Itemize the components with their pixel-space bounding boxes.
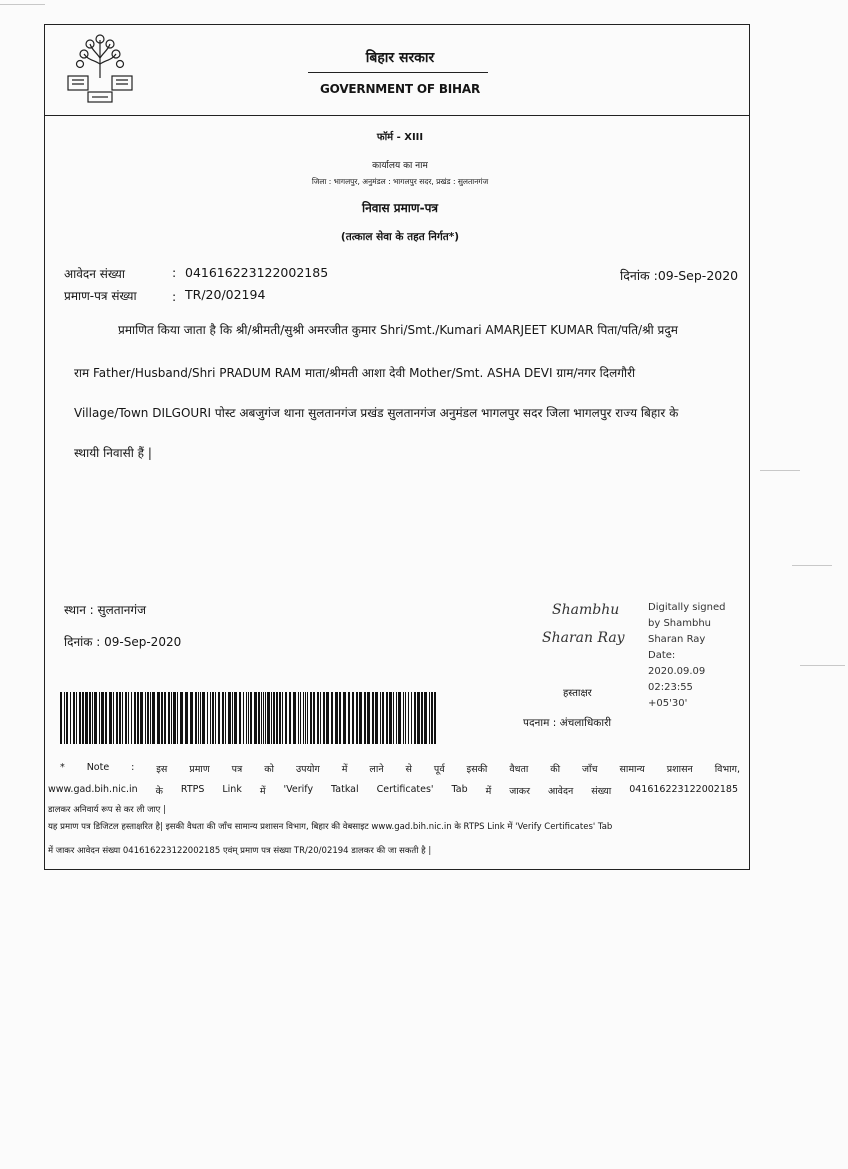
note-word: सामान्य (619, 764, 645, 775)
note-word: इस (156, 764, 168, 775)
header-rule (308, 72, 488, 73)
scan-artifact (0, 4, 45, 5)
note-word: Tatkal (331, 784, 359, 795)
note-word: Note (86, 762, 110, 773)
note-word: लाने (369, 764, 384, 775)
bihar-emblem-icon (66, 34, 134, 106)
note-row: डालकर अनिवार्य रूप से कर ली जाए | (48, 805, 166, 815)
application-number-separator: : (172, 265, 177, 280)
note-word: Tab (451, 784, 468, 795)
certificate-body-line: प्रमाणित किया जाता है कि श्री/श्रीमती/सुश्री अमरजीत कुमार Shri/Smt./Kumari AMARJEET KUMAR पिता/पति/श्री प्रदुम (118, 323, 678, 337)
note-word: में (259, 786, 266, 797)
certificate-body-line: स्थायी निवासी हैं | (74, 446, 152, 460)
certificate-number-label: प्रमाण-पत्र संख्या (64, 289, 137, 303)
application-number: 041616223122002185 (185, 265, 329, 280)
note-word: उपयोग (295, 764, 320, 775)
note-word: : (131, 762, 135, 773)
note-word: की (550, 764, 561, 775)
note-word: में (485, 786, 492, 797)
note-word: संख्या (591, 786, 612, 797)
certificate-body-line: Village/Town DILGOURI पोस्ट अबजुगंज थाना सुलतानगंज प्रखंड सुलतानगंज अनुमंडल भागलपुर सदर जिला भागलपुर राज्य बिहार के (74, 406, 679, 420)
note-row (60, 762, 740, 775)
note-word: Certificates' (376, 784, 434, 795)
government-name-hindi: बिहार सरकार (365, 50, 435, 66)
issue-date: दिनांक :09-Sep-2020 (620, 268, 739, 283)
place: स्थान : सुलतानगंज (64, 603, 147, 617)
note-word: प्रमाण (189, 764, 210, 775)
scan-artifact (800, 665, 845, 666)
certificate-body-line: राम Father/Husband/Shri PRADUM RAM माता/श्रीमती आशा देवी Mother/Smt. ASHA DEVI ग्राम/नगर दिलगौरी (74, 366, 636, 380)
note-word: 'Verify (283, 784, 314, 795)
note-word: विभाग, (714, 764, 740, 775)
note-word: प्रशासन (666, 764, 693, 775)
note-word: को (264, 764, 274, 775)
signature: Shambhu (552, 602, 620, 618)
note-row (48, 784, 738, 797)
note-word: से (405, 764, 412, 775)
footer-date: दिनांक : 09-Sep-2020 (64, 635, 182, 649)
government-name-english: GOVERNMENT OF BIHAR (320, 82, 480, 96)
tatkal-subtitle: (तत्काल सेवा के तहत निर्गत*) (340, 231, 460, 243)
note-word: इसकी (466, 764, 488, 775)
designation: पदनाम : अंचलाधिकारी (523, 717, 612, 729)
note-word: के (155, 786, 163, 797)
note-word: RTPS (180, 784, 205, 795)
office-name-label: कार्यालय का नाम (372, 161, 428, 171)
certificate-number: TR/20/02194 (185, 287, 266, 302)
signature-label: हस्ताक्षर (563, 688, 592, 699)
note-word: वैधता (509, 764, 529, 775)
note-word: www.gad.bih.nic.in (48, 784, 138, 795)
form-number: फॉर्म - XIII (376, 132, 424, 143)
note-row: यह प्रमाण पत्र डिजिटल हस्ताक्षरित है| इसकी वैधता की जाँच सामान्य प्रशासन विभाग, बिहार की वेबसाइट www.gad.bih.nic.in के RTPS Link में 'Verify Certificates' Tab (48, 822, 613, 832)
note-word: जाकर (509, 786, 530, 797)
note-word: में (341, 764, 348, 775)
barcode (60, 692, 438, 744)
note-word: * (60, 762, 65, 773)
scan-artifact (760, 470, 800, 471)
note-row: में जाकर आवेदन संख्या 041616223122002185 एवंम् प्रमाण पत्र संख्या TR/20/02194 डालकर की जा सकती है | (48, 846, 432, 856)
note-word: जाँच (581, 764, 598, 775)
certificate-title: निवास प्रमाण-पत्र (361, 201, 439, 215)
note-word: आवेदन (547, 786, 574, 797)
scan-artifact (792, 565, 832, 566)
office-detail: जिला : भागलपुर, अनुमंडल : भागलपुर सदर, प्रखंड : सुलतानगंज (311, 177, 489, 186)
signature: Sharan Ray (542, 630, 625, 646)
application-number-label: आवेदन संख्या (64, 267, 125, 281)
header-divider (44, 115, 750, 116)
certificate-number-separator: : (172, 289, 177, 304)
digital-signature-stamp: Digitally signed by Shambhu Sharan Ray Date: 2020.09.09 02:23:55 +05'30' (648, 602, 726, 709)
note-word: Link (222, 784, 242, 795)
note-word: पूर्व (433, 764, 445, 775)
note-word: पत्र (231, 764, 243, 775)
note-word: 041616223122002185 (629, 784, 738, 795)
